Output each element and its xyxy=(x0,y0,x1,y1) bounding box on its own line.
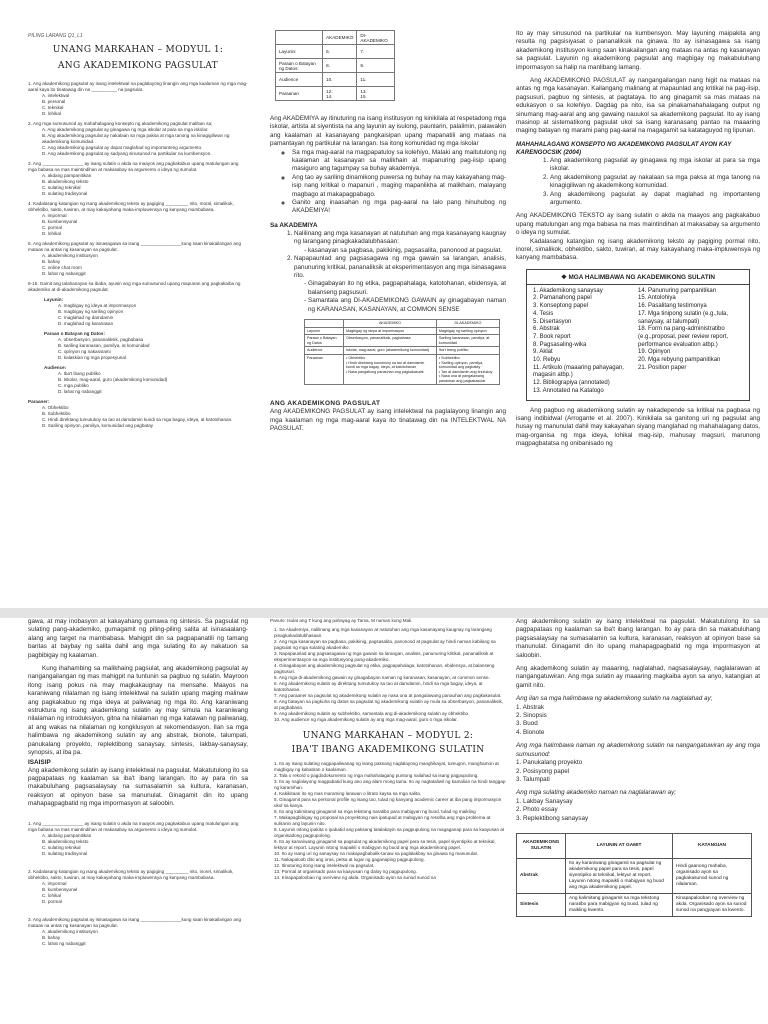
example-item: 4. Bionote xyxy=(516,728,545,736)
module-2-subtitle: IBA'T IBANG AKADEMIKONG SULATIN xyxy=(291,745,485,755)
halimbawa-item: 17. Mga tinipong sulatin (e.g.,tula, sanaysay, at talumpati) xyxy=(638,310,729,325)
question-text: 4. Kadalasang katangian ng isang akademikong teksto ay pagiging _________ nito, moral, simalikok, obhektibo, sakto, tuwiran, at may kakayahang maka-impluwensya ng kanyang mambabasa. xyxy=(28,201,234,212)
question-option: A. impormal xyxy=(42,880,67,886)
bottom-paragraph-3: Ang akademikong sulatin ay isang intelektwal na pagsulat. Makatutulong ito sa pagpapataas ng kaalaman sa iba't ibang larangan. Ito ay para rin sa makabuluhang pagsasalaysay na sumasalamin sa kultura, karanasan, reaksyon at opinyon base sa manunulat. Ginagamit din ito upang mahapagpagbatid ng mga impormasyon at saloobin. xyxy=(28,766,248,808)
question-option: A. akademikong institusyon xyxy=(42,928,98,934)
naglalahad-question: Ang ilan sa mga halimbawa ng akademikong sulatin na naglalahad ay; xyxy=(516,695,713,703)
sa-akademiya-subitem: - Ginagabayan ito ng etika, pagpapahalaga, katotohanan, ebidensya, at balanseng pagsusuri. xyxy=(308,280,506,297)
halimbawa-item: 5. Disertasyon xyxy=(533,318,572,325)
sa-akademiya-sublist xyxy=(294,247,506,255)
table-cell: Sariling karanasan, pamilya, at komunidad xyxy=(436,335,499,347)
table-cell: 9. xyxy=(357,59,395,73)
question-option: D. sulating tradisyonal xyxy=(42,191,88,196)
halimbawa-item: 1. Akademikong sanaysay xyxy=(533,287,603,294)
question-text: 3. Ang akademikong pagsulat ay isinasagawa sa isang ________________kung saan kinakailangan ang mataas na antas ng kasanayan sa pagsulat. xyxy=(28,916,242,928)
table-cell: Paraan o Batayan ng Datos: xyxy=(276,59,323,73)
table-header-cell: AKADEMIKONG SULATIN xyxy=(517,833,566,858)
question-option: C. online chat room xyxy=(42,265,82,270)
bottom-paragraph-1: gawa, at may inobasyon at kakayahang gumawa ng sintesis. Sa pagsulat ng sulating pang-akademiko, gumagamit ng piling-piling salita at isinasaalang-alang ang target na mambabasa. Mahigpit din sa pagpapanatili ng tamang bantas at baybay ng salita dahil ang mga sulating ito ay nakatuon sa pagbibigay ng kaalaman. xyxy=(28,618,248,659)
table-cell: Iba't ibang publiko xyxy=(436,347,499,355)
module-2-item: 10. Ito ay isang uri ng sanaysay na makapagbabalik-tanaw sa paglalakbay na ginawa ng manunulat. xyxy=(274,851,479,856)
module-2-title: UNANG MARKAHAN – MODYUL 2: xyxy=(302,731,474,741)
option-group xyxy=(44,365,248,395)
table-row xyxy=(276,87,395,101)
table-row xyxy=(305,347,500,355)
question-option: C. lahat ng nabanggit xyxy=(42,940,86,946)
table-cell: Audience xyxy=(276,73,323,87)
example-item: 3. Talumpati xyxy=(516,775,550,783)
module-2-item: 11. Nakapaloob dito ang oras, petsa at lugar ng gaganaping pagpupulong. xyxy=(274,857,425,862)
halimbawa-box xyxy=(526,269,750,401)
table-cell: Paraan o Batayan ng Datos xyxy=(305,335,344,347)
example-item: 2. Sinopsis xyxy=(516,712,547,720)
question-option: B. kumbensyunal xyxy=(42,219,78,224)
tama-mali-item: 7. Ang paraaner sa pagsulat ng akademikong sulatin ay nasa una at pangalawang panauhan ang pagkakasulat. xyxy=(274,693,502,698)
halimbawa-item: 8. Pagsasaling-wika xyxy=(533,341,587,348)
option-group xyxy=(44,297,248,327)
question-option: C. lohikal xyxy=(42,892,61,898)
option-group-label: Paraaner: xyxy=(28,399,50,404)
question-option: D. lahat ng nabanggit xyxy=(42,271,86,276)
nangangatuwiran-list xyxy=(516,759,760,784)
bottom-paragraph-2: Kung ihahambing sa malikhaing pagsulat, ang akademikong pagsulat ay nangangailangan ng mas mahigpit na tuntunin sa pagbuo ng sulatin. Mayroon itong isang pokus na may magkakaugnay na mensahe. Maayos na karaniwang nilalaman ng isang intelektwal na sulatin upang maging malinaw ang pagkakabuo ng mga ideya at paliwanag ng mga ito. Ang karaniwang estruktura ng isang akademikong sulatin ay may simula na karaniwang nilalaman ng introduksiyon, gitna na nilalaman ng mga katawan ng paliwanag, at ang wakas na nilalaman ng kongklusyon at rekomendasyon. Ilan sa mga halimbawa ng akademikong sulatin ay ang abstrak, bionote, talumpati, panukalang proyekto, replektibong sanaysay, sintesis, lakbay-sanaysay, synopsis, at iba pa. xyxy=(28,665,248,757)
question-option: B. bahay xyxy=(42,934,61,940)
bottom-column-1 xyxy=(0,618,256,1024)
question-text: 1. Ang akademikong pagsulat ay isang intelektwal na paglalayong linangin ang mga kaalaman ng mga mag-aaral kaya ito tinatawag din na __________ na pagsulat. xyxy=(28,81,248,92)
konsepto-item: 1. Ang akademikong pagsulat ay ginagawa ng mga iskolar at para sa mga iskolar. xyxy=(550,157,760,174)
option-group-item: D. lahat ng nabanggit xyxy=(58,389,102,394)
module-2-list xyxy=(270,761,506,881)
option-group-label: Audience: xyxy=(44,365,67,370)
quiz-question xyxy=(28,201,248,237)
halimbawa-item: 2. Pamanahong papel xyxy=(533,295,592,302)
table-header-cell: DI-AKADEMIKO xyxy=(357,31,395,45)
option-group-item: A. Iba't ibang publiko xyxy=(58,371,101,376)
halimbawa-left-list xyxy=(533,288,638,396)
col3-paragraph-5: Ang pagbuo ng akademikong sulatin ay nakadepende sa kritikal na pagbasa ng isang indibidwal (Arrogante et al. 2007). Kinikilala sa ganitong uri ng pagsulat ang husay ng manunulat dahil may kakayahan siyang manglahad ng mahahalagang datos, mag-organisa ng mga ideya, lohikal mag-isip, mahusay magsuri, marunong magpagbatatsa ng onibanisado ng xyxy=(516,406,760,448)
akademiya-bullet: ◦ Ang tao ay sariling dinamikong puwersa ng buhay na may kakayahang mag-isip nang kritikal o mapanuri , maging mapanlikha at malikhain, malayang magbago at makapagpabago. xyxy=(292,174,506,199)
question-option: B. Ang akademikong pagsulat ay nakalaan sa mga paksa at mga tanong na kinagigiliwan ng akademikong komunidad. xyxy=(42,133,230,144)
module-2-item: 3. Ito ay naglalayong magpabatid kung ano ang alam mong tama. Ito ay nagtataliwil ng kamalian na hindi tanggap ng karamihan. xyxy=(274,779,506,790)
table-cell: 11. xyxy=(357,73,395,87)
table-cell: 10. xyxy=(323,73,357,87)
table-cell: Magbigay ng sariling opinyon xyxy=(436,327,499,335)
option-group-label: Paraan o Batayan ng Datos: xyxy=(44,331,106,336)
sa-akademiya-heading: Sa AKADEMIYA xyxy=(270,221,318,229)
tama-mali-item: 1. Sa Akademiya, nalilinang ang mga kasanayan at natutuhan ang mga kasanayang kaugnay ng larangang pinagkakadalubhasaan. xyxy=(274,627,492,638)
table-cell: Magbigay ng ideya at impormasyon xyxy=(344,327,437,335)
bottom-column-2 xyxy=(256,618,512,1024)
halimbawa-item: 12. Bibliograpiya (annotated) xyxy=(533,380,610,387)
table-row xyxy=(517,893,752,916)
question-option: D. pormal xyxy=(42,898,62,904)
table-cell: Iskolar, mag-aaral, guro (akademikong komunidad) xyxy=(344,347,437,355)
quiz-question xyxy=(28,81,248,117)
tama-mali-item: 10. Ang audience ng mga akademikong sulatin ay ang mga mag-aaral, guro o mga iskolar. xyxy=(274,717,458,722)
quiz-question xyxy=(28,917,248,947)
option-group-item: D. Sariling opinyon, pamilya, komunidad ang pagbatay xyxy=(42,423,154,428)
module-2-item: 6. Ito ang kalimitang ginagamit sa mga tekstong naratibo para mabigyan ng buod, tulad ng maikling xyxy=(274,809,476,814)
table-cell: 6. xyxy=(323,45,357,59)
bottom-col3-paragraph-1: Ang akademikong sulatin ay isang intelektwal na pagsulat. Makatutulong ito sa pagpapataas ng kaalaman sa iba't ibang larangan. Ito ay para din sa makabuluhang pagsasalaysay na sumasalamin sa kultura, karanasan, reaksyon at opinyon base sa manunulat. Ginagamit din ito upang mahapagpagbatid ng mga impormasyon at saloobin. xyxy=(516,618,760,659)
module-2-item: 4. Kakikitaan ito ng mas maraming larawan o litrato kaysa sa mga salita. xyxy=(274,791,422,796)
tama-mali-item: 6. Ang akademikong sulatin ay direktang tumutukoy sa tao at damdamin, hindi sa mga bagay, ideya, at katotohanan. xyxy=(274,681,483,692)
col3-paragraph-1: Ito ay may sinusunod na partikular na kumbensyon. May layuning maipakita ang resulta ng pagsisiyasat o pananaliksik na ginawa. Ito ay isinasagawa sa isang akademikong institusyon kung saan kinakailangan ang mataas na antas ng kasanayan sa pagsulat. Layunin ng akademikong pagsulat ang magbigay ng makabuluhang impormasyon sa halip na manlibang lamang. xyxy=(516,30,760,71)
table-cell: • Subhektibo • Sariling opinyon, pamilya, komunidad ang pagbatay • Tao at damdamin ang tinutukoy • Nasa una at pangalawang panauhan ang pagkakasulat xyxy=(436,354,499,385)
option-group-item: C. mga publiko xyxy=(58,383,89,388)
konsepto-list xyxy=(516,157,760,207)
quiz-question xyxy=(28,161,248,197)
module-2-item: 7. Makapagbibigay ng proposal sa proyektong nais ipatupad at mabigyan ng resolba ang mga problema at suliranin ang layunin nito. xyxy=(274,815,491,826)
question-option: C. pormal xyxy=(42,225,62,230)
table-cell: Layunin: xyxy=(276,45,323,59)
halimbawa-item: 16. Pasalitang testimonya xyxy=(638,303,707,310)
col3-paragraph-2: Ang AKADEMIKONG PAGSULAT ay nangangailangan nang higit na mataas na antas ng mga kasanayan. Kailangang malinang at mapaunlad ang kritikal na pag-iisip, pagsusuri, pagbuo ng sintesis, at pagtataya. Ito ang ginagamit sa mas mataas na edukasyon o sa kolehiyo. Dagdag pa nito, isa sa pinakamahahalagang output ng sinumang mag-aaral ang ang gawaing nauukol sa akademikong pagsulat. Ito ay isang masinop at sistematikong pagsulat ukol sa isang karanasang pantao na maaaring maging batayan ng marami pang pag-aaral na magagamit sa katataguyod ng lipunan. xyxy=(516,77,760,135)
tama-mali-item: 5. Ang mga di-akademikong gawain ay ginagabayan naman ng karanasan, kasanayan, at common sense. xyxy=(274,675,490,680)
example-item: 3. Replektibong sanaysay xyxy=(516,814,589,822)
option-group-item: A. magbigay ng ideya at impormasyon xyxy=(58,303,137,308)
sa-akademiya-list xyxy=(270,230,506,314)
top-column-1 xyxy=(0,0,256,608)
bottom-spread xyxy=(0,618,768,1024)
page-header: PILING LARANG Q1_L1 xyxy=(28,33,83,39)
top-column-2 xyxy=(256,0,512,608)
col3-paragraph-4: Kadalasang katangian ng isang akademikong teksto ay pagiging pormal nito, inorel, simalikok, obhektibo, sakto, tuwiran, at may kakayahang maka-impluwensya ng kanyang mambabasa. xyxy=(516,237,760,262)
tama-mali-list xyxy=(270,627,506,723)
table-cell: Obserbasyon, pananaliksik, pagbabasa xyxy=(344,335,437,347)
option-group-item: D. maglahad ng karanasan xyxy=(58,321,114,326)
table-cell: Ang kalimitang ginagamit sa mga tekstong naratibo para mabigyan ng buod, tulad ng maikling kwento. xyxy=(566,893,673,916)
halimbawa-item: 14. Panunuring pampanitikan xyxy=(638,287,717,294)
naglalarawan-question: Ang mga sulating akademiko naman na naglalarawan ay; xyxy=(516,789,676,797)
question-option: B. personal xyxy=(42,99,66,104)
table-cell: Paraanan xyxy=(276,87,323,101)
tama-mali-item: 3. Napapaunlad ang pagsasagawa ng mga gawain sa larangan, analisis, panunuring kritikal, pananaliksik at eksperimentasyon sa mga institusyong pang-akademiko. xyxy=(274,651,494,662)
panuto: Panuto: Isulat ang T kung ang pahayag ay Tama, M naman kung Mali. xyxy=(270,618,413,623)
option-group xyxy=(44,331,248,361)
module-1-title: UNANG MARKAHAN – MODYUL 1: xyxy=(52,45,224,55)
table-row xyxy=(276,73,395,87)
table-cell: Hindi gaanong mahaba, organisado ayon sa pagkakasunod sunod ng nilalaman. xyxy=(673,858,752,893)
table-1 xyxy=(275,30,395,101)
module-2-item: 14. Kinapapalooban ng overview ng akda. Organisado ayon sa sunod sunod na xyxy=(274,875,436,880)
quiz-question xyxy=(28,241,248,277)
table-header-cell: DI-AKADEMIKO xyxy=(436,319,499,327)
table-cell: 8. xyxy=(323,59,357,73)
option-group-item: B. sariling karanasan, pamilya, at komunidad xyxy=(58,343,150,348)
table-row xyxy=(276,45,395,59)
option-group-label: Layunin: xyxy=(44,297,64,302)
halimbawa-item: 11. Artikulo (maaaring pahayagan, magasin atbp.) xyxy=(533,364,624,379)
question-option: D. Ang akademikong pagsulat ay sadyang sinusunod na partikular na kumbensyon. xyxy=(42,151,212,156)
table-cell: Sintesis xyxy=(517,893,566,916)
question-text: 6-15. Gamit ang talahanayan sa ibaba, ayusin ang mga sumusunod upang mapunan ang pagkakaiba ng akademiko at di-akademikong pagsulat. xyxy=(28,281,241,292)
quiz-question xyxy=(28,121,248,157)
option-group xyxy=(28,399,248,429)
question-option: C. sulating teknikal xyxy=(42,185,81,190)
table-cell: Paraanan xyxy=(305,354,344,385)
konsepto-item: 2. Ang akademikong pagsulat ay nakalaan sa mga paksa at mga tanong na kinagigiliwan ng akademikong komunidad. xyxy=(550,174,760,191)
question-option: A. Ang akademikong pagsulat ay ginagawa ng mga iskolar at para sa mga iskolar. xyxy=(42,127,209,132)
table-header-cell: KATANGIAN xyxy=(673,833,752,858)
module-2-item: 8. Layunin nitong ipakita o ipabatid ang paksang tatalakayin sa pagpupulong na magaganap para sa kaayusan at organisadong pagpupulong. xyxy=(274,827,505,838)
table-row xyxy=(305,335,500,347)
konsepto-item: 3. Ang akademikong pagsulat ay dapat maglahad ng importanteng argumento. xyxy=(550,191,760,208)
table-cell: Abstrak xyxy=(517,858,566,893)
sa-akademiya-item xyxy=(294,255,506,314)
halimbawa-item: 9. Aklat xyxy=(533,349,553,356)
halimbawa-item: 3. Konseptong papel xyxy=(533,303,589,310)
halimbawa-item: 13. Annotated na Katalogo xyxy=(533,387,604,394)
top-column-3 xyxy=(512,0,768,608)
question-option: A. akdang pampanitikan xyxy=(42,832,92,838)
question-option: B. kumbensyunal xyxy=(42,886,78,892)
sa-akademiya-sublist xyxy=(294,280,506,314)
question-option: C. teknikal xyxy=(42,105,64,110)
halimbawa-item: 4. Tesis xyxy=(533,310,554,317)
question-option: D. lohikal xyxy=(42,231,61,236)
table-cell: 13. 15. xyxy=(357,87,395,101)
option-group-item: C. maglahad ng damdamin xyxy=(58,315,114,320)
page-gap xyxy=(0,608,768,618)
module-2-item: 2. Tala o rekord o pagdodokumento ng mga mahahalagang puntong nailahad sa isang pagpupulong. xyxy=(274,773,479,778)
table-cell: Audience xyxy=(305,347,344,355)
table-header-cell: AKADEMIKO xyxy=(323,31,357,45)
example-item: 1. Panukalang proyekto xyxy=(516,759,583,767)
halimbawa-right-list xyxy=(638,288,743,396)
option-group-item: B. magbigay ng sariling opinyon xyxy=(58,309,124,314)
table-header-row xyxy=(517,833,752,858)
option-group-item: D. kalaskian ng mga propesyunal xyxy=(58,355,126,360)
question-option: B. akademikong teksto xyxy=(42,179,89,184)
ang-akademikong-pagsulat-heading: ANG AKADEMIKONG PAGSULAT xyxy=(270,400,381,408)
question-option: D. sulating tradisyonal xyxy=(42,850,88,856)
question-option: A. akademikong institusyon xyxy=(42,253,98,258)
tama-mali-item: 2. Ang mga kasanayan sa pagbasa, pakikinig, pagsasalita, panonood at pagsulat ay hindi naman kabilang sa pagsulat ng mga sulating akademiko. xyxy=(274,639,496,650)
question-option: A. intelektwal xyxy=(42,93,70,98)
akademiya-bullet: ◦ Sa mga mag-aaral na magpapatuloy sa kolehiyo, Malaki ang maitutulong ng kaalaman at kasanayan sa malikhain at mapanuring pag-iisip upang masiguro ang tagumpay sa buhay akademiya. xyxy=(292,149,506,174)
table-cell: • Obhektibo • Hindi direktang tumutukoy sa tao at damdamin kundi sa mga bagay, ideya, at katotohanan • Nasa pangatlong panauhan ang pagkakasulat xyxy=(344,354,437,385)
col3-paragraph-3: Ang AKADEMIKONG TEKSTO ay isang sulatin o akda na maayos ang pagkakabuo upang matulungan ang mga babasa na mas maintindihan at makasabay sa argumento o ideya ng sumulat. xyxy=(516,212,760,237)
halimbawa-item: 21. Position paper xyxy=(638,364,687,371)
table-row xyxy=(517,858,752,893)
question-option: B. bahay xyxy=(42,259,61,264)
naglalarawan-list xyxy=(516,798,760,823)
table-row xyxy=(305,327,500,335)
table-row xyxy=(276,59,395,73)
table-header-cell xyxy=(305,319,344,327)
module-2-item: 13. Pormal at organisado para sa kaayusan ng daloy ng pagpupulong. xyxy=(274,869,418,874)
question-option: B. akademikong teksto xyxy=(42,838,89,844)
akademiya-bullet: ◦ Ganito ang inaasahan ng mga pag-aaral na lalo pang hinuhubog ng AKADEMIYA! xyxy=(292,199,506,216)
quiz-question xyxy=(28,869,248,905)
halimbawa-item: 18. Form na pang-administratibo (e.g.,proposal, peer review report, performance evaluation atbp.) xyxy=(638,326,729,348)
example-item: 2. Posisyong papel xyxy=(516,767,570,775)
tama-mali-item: 8. Ang batayan sa pagkuha ng datos sa pagsulat ng akademikong sulatin ay mula sa obserbasyon, pananaliksik, at pagbabasa. xyxy=(274,699,504,710)
sa-akademiya-subitem: - Samantala ang DI-AKADEMIKONG GAWAIN ay ginagabayan naman ng KARANASAN, KASANAYAN, at COMMON SENSE xyxy=(308,297,506,314)
akademiya-bullets xyxy=(270,149,506,216)
module-2-item: 1. Ito ay isang sulating nagpapaliwanag ng isang paksang naglalayong manghikayat, tumugon, manghamon at magbigay ng kabatiran o kaalaman. xyxy=(274,761,499,772)
table-cell: 7. xyxy=(357,45,395,59)
question-text: 5. Ang akademikong pagsulat ay isinasagawa sa isang ________________kung saan kinakailangan ang mataas na antas ng kasanayan sa pagsulat. xyxy=(28,241,242,252)
quiz-question xyxy=(28,821,248,857)
module-2-item: 9. Ito ay karaniwang ginagamit sa pagsulat ng akademikong papel para sa tesis, papel siyentipiko at teknikal, lektyur at report. Layunin nitong mapaikli o mabigyan ng buod ang mga akademikong papel. xyxy=(274,839,496,850)
halimbawa-item: 6. Abstrak xyxy=(533,326,560,333)
question-option: C. Ang akademikong pagsulat ay dapat maglahad ng importanteng argumento. xyxy=(42,145,203,150)
question-option: D. lohikal xyxy=(42,111,61,116)
sa-akademiya-item-text: 1. Nalilinang ang mga kasanayan at natutuhan ang mga kasanayang kaugnay ng larangang pinagkakadalubhasaan: xyxy=(294,229,506,246)
isaisip-heading: ISAISIP xyxy=(28,758,51,766)
question-option: A. akdang pampanitikan xyxy=(42,173,92,178)
table-cell: 12. 14. xyxy=(323,87,357,101)
table-header-row xyxy=(276,31,395,45)
akademiya-paragraph: Ang AKADEMIYA ay itinuturing na isang institusyon ng kinikilala at respetadong mga iskolar, artista at siyentista na ang layunin ay isulong, paunlarin, palalimin, palawakin ang kaalaman at kasanayang pangkaisipan upang mapanatili ang mataas na pamantayan ng partikular na larangan. Isa itong komunidad ng mga iskolar xyxy=(270,115,506,148)
sa-akademiya-item xyxy=(294,230,506,255)
tama-mali-item: 9. Ang akademikong sulatin ay subhektibo, samantala ang di-akademikong sulatin ay obhektibo. xyxy=(274,711,470,716)
option-group-item: A. obserbasyon, pananaliksik, pagbabasa xyxy=(58,337,144,342)
option-group-item: C. Hindi direktang tumutukoy sa tao at damdamin kundi sa mga bagay, ideya, at katotohanan. xyxy=(42,417,233,422)
nangangatuwiran-question: Ang mga halimbawa naman ng akademikong sulatin na nangangatuwiran ay ang mga sumusunod: xyxy=(516,742,760,758)
question-text: 2. Kadalasang katangian ng isang akademikong teksto ay pagiging _________ nito, inorel, simalikok, obhektibo, sakto, tuwiran, at may kakayahang maka-impluwensya ng kanyang mambabasa. xyxy=(28,868,234,880)
ang-akademikong-pagsulat-paragraph: Ang AKADEMIKONG PAGSULAT ay isang intelektwal na paglalayong linangin ang mga kaalaman ng mga mag-aaral kaya ito tinatawag din na INTELEKTWAL NA PAGSULAT. xyxy=(270,408,506,433)
naglalahad-list xyxy=(516,704,760,738)
tama-mali-item: 4. Ginagabayan ang akademikong pagsulat ng etika, pagpapahalaga, katotohanan, ebidensya, at balanseng pagsusuri. xyxy=(274,663,495,674)
option-group-item: A. Obhektibo xyxy=(42,405,69,410)
option-group-item: C. opinyon ng nakararami xyxy=(58,349,111,354)
table-header-cell: AKADEMIKO xyxy=(344,319,437,327)
table-header-row xyxy=(305,319,500,327)
example-item: 1. Lakbay Sanaysay xyxy=(516,797,573,805)
halimbawa-item: 15. Antolohiya xyxy=(638,295,676,302)
table-cell: Kinapapalooban ng overview ng akda. Organisado ayon sa sunod sunod na pangyayari sa kwento. xyxy=(673,893,752,916)
konsepto-heading: MAHAHALAGANG KONSEPTO NG AKADEMIKONG PAGSULAT AYON KAY KARENGOCSIK (2004) xyxy=(516,140,732,156)
question-text: 3. Ang ________________ ay isang sulatin o akda na maayos ang pagkakabuo upang matulungan ang mga babasa na mas maintindihan at makasabay sa argumento o ideya ng sumulat. xyxy=(28,161,239,172)
halimbawa-item: 19. Opinyon xyxy=(638,349,671,356)
table-2 xyxy=(304,319,500,386)
option-group-item: B. Iskolar, mag-aaral, guro (akademikong komunidad) xyxy=(58,377,168,382)
halimbawa-box-title: ❖ MGA HALIMBAWA NG AKADEMIKONG SULATIN xyxy=(527,270,749,285)
module-2-item: 12. Itinuturing itong isang intelektwal na pagsulat. xyxy=(274,863,375,868)
question-option: A. impormal xyxy=(42,213,67,218)
table-cell: Layunin xyxy=(305,327,344,335)
option-group-item: B. Subhektibo xyxy=(42,411,71,416)
table-3 xyxy=(516,833,752,917)
question-text: 2. Ang mga sumusunod ay mahahalagang konsepto ng akademikong pagsulat maliban sa; xyxy=(28,121,213,126)
bottom-column-3 xyxy=(512,618,768,1024)
halimbawa-item: 7. Book report xyxy=(533,333,571,340)
question-text: 1. Ang ________________ ay isang sulatin o akda na maayos ang pagkakabuo upang matulungan ang mga babasa na mas maintindihan at makasabay sa argumento o ideya ng sumulat. xyxy=(28,820,239,832)
sa-akademiya-item-text: 2. Napapaunlad ang pagsasagawa ng mga gawain sa larangan, analisis, panunuring kritikal, pananaliksik at eksperimentasyon ang mga isinasagawa rito. xyxy=(294,255,506,279)
quiz-1 xyxy=(28,81,248,293)
table-header-cell xyxy=(276,31,323,45)
question-option: C. sulating teknikal xyxy=(42,844,81,850)
module-2-item: 5. Ginagamit para sa personal profile ng isang tao, tulad ng kanyang academic career at iba pang impormasyon ukol sa kanya. xyxy=(274,797,502,808)
table-cell: Ito ay karaniwang ginagamit sa pagsulat ng akademikong papel para sa tesis, papel siyentipiko at teknikal, lektyur at report. Layunin nitong mapaikli o mabigyan ng buod ang mga akademikong papel. xyxy=(566,858,673,893)
module-1-subtitle: ANG AKADEMIKONG PAGSULAT xyxy=(58,61,218,71)
halimbawa-item: 20. Mga rebyung pampanitikan xyxy=(638,357,721,364)
example-item: 1. Abstrak xyxy=(516,703,545,711)
example-item: 2. Photo essay xyxy=(516,806,558,814)
sa-akademiya-subitem: - kasanayan sa pagbasa, pakikinig, pagsasalita, panonood at pagsulat. xyxy=(308,247,506,255)
bottom-col3-paragraph-2: Ang akademikong sulatin ay maaaring, naglalahad, nagsasalaysay, naglalarawan at nangangatuwiran. Ang mga sulatin ay maaaring magkaiba ayon sa anyo, katangian at gamit nito. xyxy=(516,665,760,689)
quiz-question xyxy=(28,281,248,293)
halimbawa-item: 10. Rebyu xyxy=(533,357,561,364)
table-row xyxy=(305,354,500,385)
table-header-cell: LAYUNIN AT GAMIT xyxy=(566,833,673,858)
example-item: 3. Buod xyxy=(516,720,538,728)
quiz-1-groups xyxy=(28,297,248,429)
bottom-quiz xyxy=(28,821,248,947)
